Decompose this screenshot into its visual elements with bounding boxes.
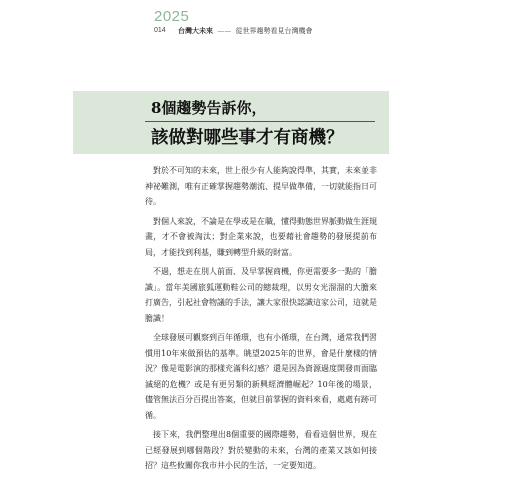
running-head-dash: —— bbox=[217, 27, 232, 35]
paragraph-4: 全球發展可觀察到百年循環，也有小循環，在台灣，通常我們習慣用10年來做預估的基準。眺望2025年的世界，會是什麼樣的情況？像是電影演的那樣充滿科幻感？還是因為資源過度開發而面臨滅絕的危機？或是有更另類的新興經濟體崛起？10年後的場景，儘管無法百分百提出答案，但就目前掌握的資料來看，處處有跡可循。 bbox=[145, 333, 377, 420]
section-title-line-2: 該做對哪些事才有商機？ bbox=[151, 128, 344, 148]
title-divider bbox=[145, 121, 375, 122]
paragraph-3: 不過，想走在別人前面、及早掌握商機，你更需要多一點的「膽識」。當年美國旅狐運動鞋公司的總裁理，以男女光溜溜的大膽來打廣告，引起社會物議的手法，讓大家很快認識這家公司，這就是膽識！ bbox=[145, 267, 377, 323]
chapter-year: 2025 bbox=[154, 8, 190, 25]
paragraph-1: 對於不可知的未來，世上很少有人能夠說得準，其實，未來並非神祕難測，唯有正確掌握趨勢潮流、提早做準備，一切就能指日可待。 bbox=[145, 166, 377, 206]
paragraph-2: 對個人來說，不論是在學或是在職，懂得動態世界脈動做生涯規畫，才不會被淘汰；對企業來說，也要藉社會趨勢的發展提前布局，才能找到利基，賺到轉型升級的財富。 bbox=[145, 216, 377, 257]
running-head bbox=[178, 26, 312, 36]
book-title: 台灣大未來 bbox=[178, 27, 213, 35]
book-subtitle: 從世界趨勢看見台灣機會 bbox=[235, 27, 313, 35]
section-title-line-1: 8個趨勢告訴你， bbox=[151, 99, 267, 117]
paragraph-5: 接下來，我們整理出8個重要的國際趨勢，看看這個世界，現在已經發展到哪個階段？對於變動的未來，台灣的產業又該如何接招？這些攸關你我市井小民的生活，一定要知道。 bbox=[145, 430, 377, 470]
body-text bbox=[145, 163, 377, 478]
page-number: 014 bbox=[154, 27, 166, 34]
